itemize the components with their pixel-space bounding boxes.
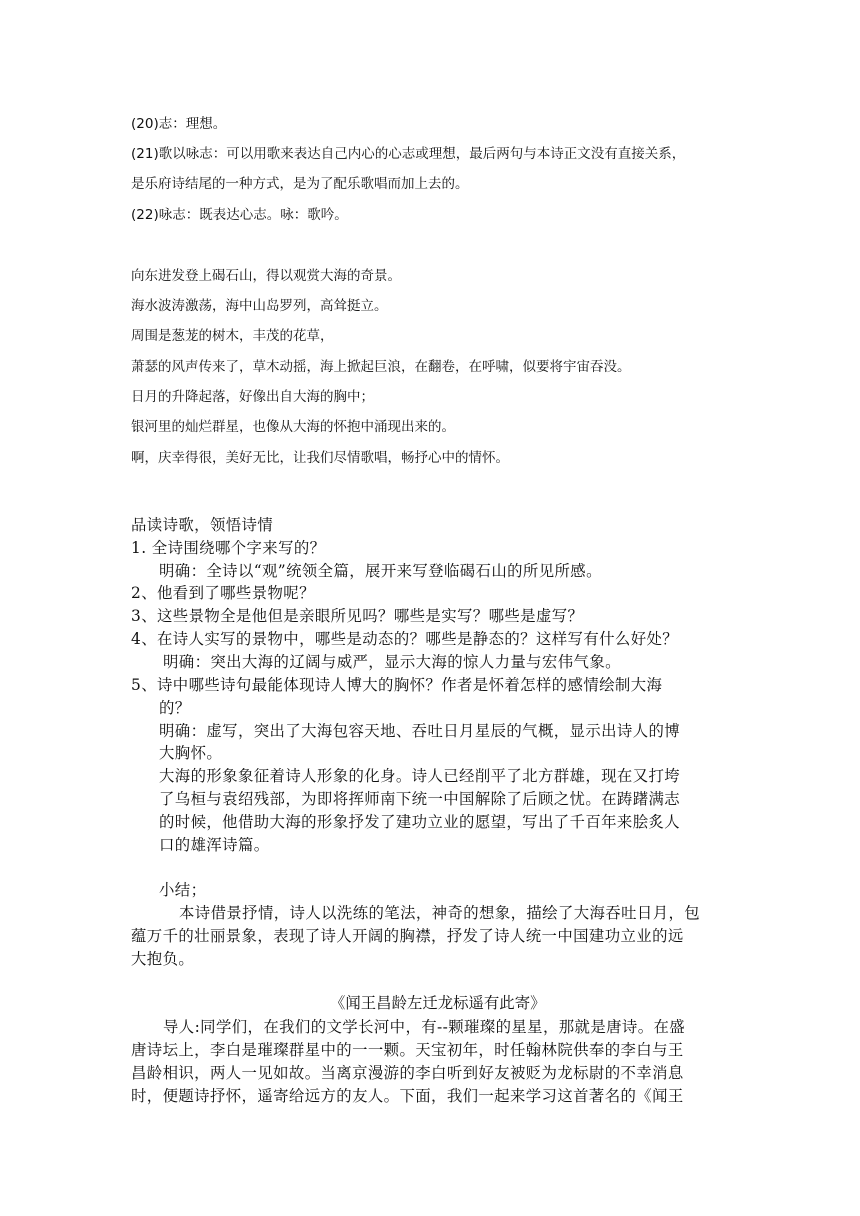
note-22: (22)咏志：既表达心志。咏：歌吟。 <box>131 207 348 223</box>
question-1: 1. 全诗围绕哪个字来写的？ <box>131 539 326 557</box>
intro-line: 唐诗坛上，李白是璀璨群星中的一一颗。天宝初年，时任翰林院供奉的李白与王 <box>131 1041 684 1059</box>
question-5-continued: 的？ <box>159 699 191 717</box>
summary-line: 大抱负。 <box>131 950 195 968</box>
translation-line: 啊，庆幸得很，美好无比，让我们尽情歌唱，畅抒心中的情怀。 <box>131 450 509 466</box>
question-5: 5、诗中哪些诗句最能体现诗人博大的胸怀？作者是怀着怎样的感情绘制大海 <box>131 676 663 694</box>
answer-4: 明确：突出大海的辽阔与威严，显示大海的惊人力量与宏伟气象。 <box>163 653 621 671</box>
answer-5: 明确：虚写，突出了大海包容天地、吞吐日月星辰的气概，显示出诗人的博 <box>159 722 681 740</box>
answer-5-continued: 大胸怀。 <box>159 744 223 762</box>
analysis-line: 口的雄浑诗篇。 <box>159 836 270 854</box>
analysis-line: 的时候，他借助大海的形象抒发了建功立业的愿望，写出了千百年来脍炙人 <box>159 813 681 831</box>
question-2: 2、他看到了哪些景物呢？ <box>131 584 315 602</box>
note-20: (20)志：理想。 <box>131 116 227 132</box>
question-4: 4、在诗人实写的景物中，哪些是动态的？哪些是静态的？这样写有什么好处？ <box>131 630 679 648</box>
translation-line: 向东进发登上碣石山，得以观赏大海的奇景。 <box>131 268 401 284</box>
answer-1: 明确：全诗以“观”统领全篇，展开来写登临碣石山的所见所感。 <box>159 562 602 580</box>
analysis-line: 了乌桓与袁绍残部，为即将挥师南下统一中国解除了后顾之忧。在踌躇满志 <box>159 790 681 808</box>
intro-line: 时，便题诗抒怀，遥寄给远方的友人。下面，我们一起来学习这首著名的《闻王 <box>131 1087 684 1105</box>
translation-line: 萧瑟的风声传来了，草木动摇，海上掀起巨浪，在翻卷，在呼啸，似要将宇宙吞没。 <box>131 359 631 375</box>
poem-title: 《闻王昌龄左迁龙标遥有此寄》 <box>330 994 546 1012</box>
note-21: (21)歌以咏志：可以用歌来表达自己内心的心志或理想，最后两句与本诗正文没有直接关系， <box>131 146 686 162</box>
intro-line: 昌龄相识，两人一见如故。当离京漫游的李白听到好友被贬为龙标尉的不幸消息 <box>131 1064 684 1082</box>
translation-line: 日月的升降起落，好像出自大海的胸中； <box>131 389 374 405</box>
note-21-continued: 是乐府诗结尾的一种方式，是为了配乐歌唱而加上去的。 <box>131 176 469 192</box>
translation-line: 海水波涛激荡，海中山岛罗列，高耸挺立。 <box>131 298 388 314</box>
intro-line: 导人:同学们，在我们的文学长河中，有--颗璀璨的星星，那就是唐诗。在盛 <box>163 1018 686 1036</box>
summary-label: 小结； <box>159 881 207 899</box>
section-heading: 品读诗歌，领悟诗情 <box>131 516 274 534</box>
summary-line: 本诗借景抒情，诗人以洗练的笔法，神奇的想象，描绘了大海吞吐日月，包 <box>179 904 701 922</box>
analysis-line: 大海的形象象征着诗人形象的化身。诗人已经削平了北方群雄，现在又打垮 <box>159 767 681 785</box>
translation-line: 周围是葱茏的树木，丰茂的花草， <box>131 328 334 344</box>
summary-line: 蕴万千的壮丽景象，表现了诗人开阔的胸襟，抒发了诗人统一中国建功立业的远 <box>131 927 684 945</box>
translation-line: 银河里的灿烂群星，也像从大海的怀抱中涌现出来的。 <box>131 419 455 435</box>
question-3: 3、这些景物全是他但是亲眼所见吗？哪些是实写？哪些是虚写？ <box>131 607 584 625</box>
